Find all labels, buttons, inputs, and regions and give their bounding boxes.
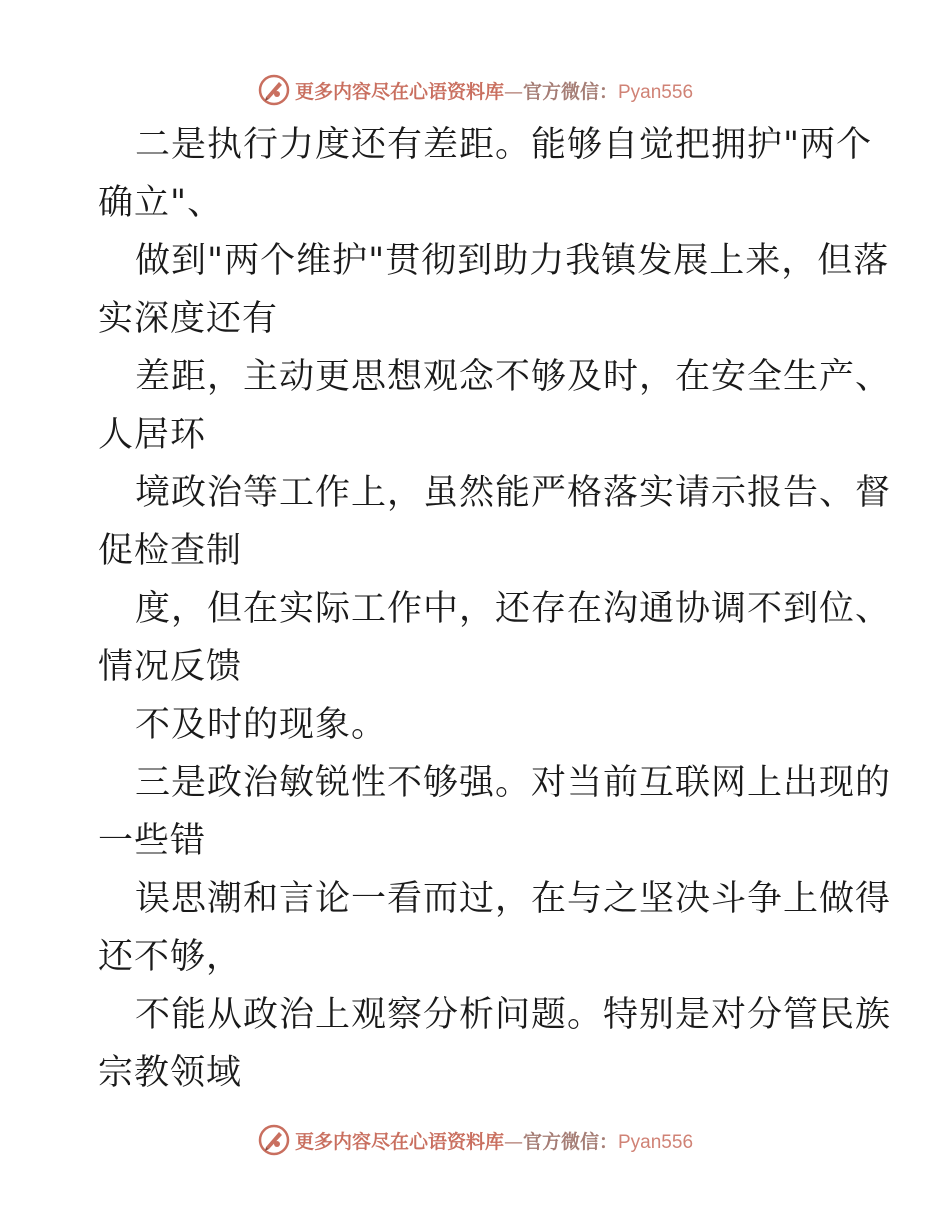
document-body	[98, 116, 892, 1102]
body-line: 实深度还有	[98, 299, 279, 339]
body-line: 不能从政治上观察分析问题。特别是对分管民族	[135, 995, 892, 1035]
header-watermark	[0, 70, 950, 110]
body-line: 情况反馈	[98, 647, 243, 687]
watermark-wechat-label: 官方微信：	[522, 1130, 618, 1153]
watermark-text	[295, 77, 693, 104]
body-line: 误思潮和言论一看而过，在与之坚决斗争上做得	[135, 879, 892, 919]
watermark-site-text: 更多内容尽在心语资料库	[294, 1130, 504, 1153]
body-line: 做到"两个维护"贯彻到助力我镇发展上来，但落	[135, 241, 890, 281]
body-line: 一些错	[98, 821, 207, 861]
pen-logo-icon	[257, 1123, 291, 1157]
watermark-wechat-id: Pyan556	[618, 81, 694, 103]
body-line: 差距，主动更思想观念不够及时，在安全生产、	[135, 357, 892, 397]
body-line: 促检查制	[98, 531, 243, 571]
body-line: 不及时的现象。	[135, 705, 388, 745]
body-line: 二是执行力度还有差距。能够自觉把拥护"两个	[135, 125, 873, 165]
body-line: 三是政治敏锐性不够强。对当前互联网上出现的	[135, 763, 892, 803]
body-line: 确立"、	[98, 183, 224, 223]
watermark-wechat-label: 官方微信：	[522, 80, 618, 103]
body-line: 宗教领域	[98, 1053, 243, 1093]
watermark-separator: —	[503, 80, 523, 103]
body-line: 还不够，	[98, 937, 243, 977]
watermark-wechat-id: Pyan556	[618, 1131, 694, 1153]
watermark-separator: —	[503, 1130, 523, 1153]
pen-logo-icon	[257, 73, 291, 107]
watermark-text	[295, 1127, 693, 1154]
body-line: 度，但在实际工作中，还存在沟通协调不到位、	[135, 589, 892, 629]
watermark-site-text: 更多内容尽在心语资料库	[294, 80, 504, 103]
body-line: 人居环	[98, 415, 207, 455]
footer-watermark	[0, 1120, 950, 1160]
body-line: 境政治等工作上，虽然能严格落实请示报告、督	[135, 473, 892, 513]
